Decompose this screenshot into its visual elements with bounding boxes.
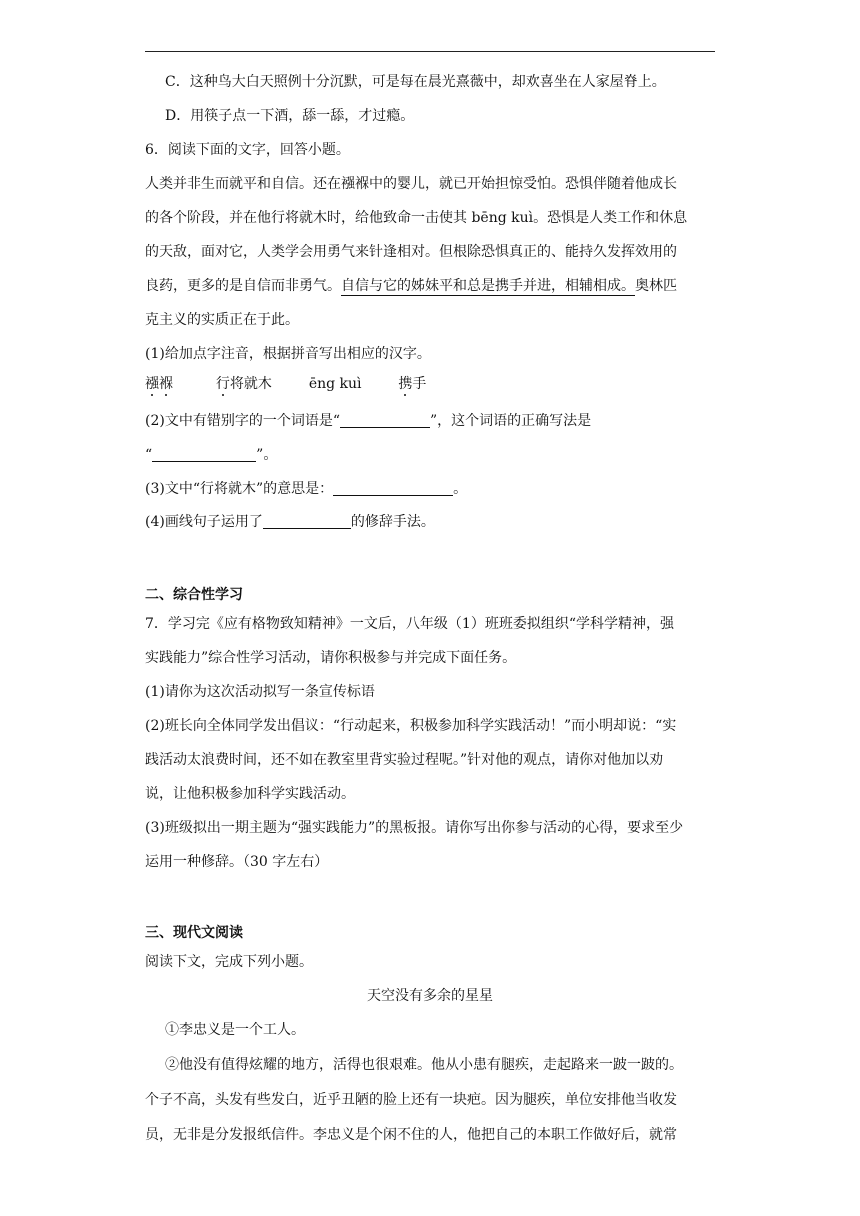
passage-line-4-post: 奥林匹 bbox=[635, 278, 677, 294]
passage-line-3: 的天敌，面对它，人类学会用勇气来针逢相对。但根除恐惧真正的、能持久发挥效用的 bbox=[145, 244, 677, 260]
answer-blank[interactable] bbox=[263, 514, 351, 529]
option-c: C．这种鸟大白天照例十分沉默，可是每在晨光熹薇中，却欢喜坐在人家屋脊上。 bbox=[165, 74, 666, 90]
q6-sub1-items bbox=[145, 376, 426, 392]
q7-sub2-line-3: 说，让他积极参加科学实践活动。 bbox=[145, 786, 355, 802]
section3-intro: 阅读下文，完成下列小题。 bbox=[145, 954, 313, 970]
story-paragraph-1: ①李忠义是一个工人。 bbox=[165, 1022, 305, 1038]
passage-line-2: 的各个阶段，并在他行将就木时，给他致命一击使其 bēng kuì。恐惧是人类工作和休息 bbox=[145, 210, 688, 226]
q7-sub1: (1)请你为这次活动拟写一条宣传标语 bbox=[145, 684, 375, 700]
q6-sub2: (2)文中有错别字的一个词语是“ ”，这个词语的正确写法是 bbox=[145, 413, 592, 429]
item-xieshou: 携手 bbox=[398, 376, 427, 392]
option-d: D．用筷子点一下酒，舔一舔，才过瘾。 bbox=[165, 108, 415, 124]
underlined-sentence: 自信与它的姊妹平和总是携手并进，相辅相成。 bbox=[341, 278, 635, 294]
q6-sub4: (4)画线句子运用了 的修辞手法。 bbox=[145, 514, 435, 530]
q6-sub1: (1)给加点字注音，根据拼音写出相应的汉字。 bbox=[145, 346, 431, 362]
passage-line-4 bbox=[145, 278, 677, 294]
answer-blank[interactable] bbox=[333, 481, 453, 496]
q7-sub3-line-2: 运用一种修辞。（30 字左右） bbox=[145, 854, 329, 870]
item-pinyin: ēng kuì bbox=[308, 376, 362, 392]
passage-line-1: 人类并非生而就平和自信。还在襁褓中的婴儿，就已开始担惊受怕。恐惧伴随着他成长 bbox=[145, 176, 677, 192]
item-xingjiangjiumu: 行将就木 bbox=[215, 376, 272, 392]
q6-sub3: (3)文中“行将就木”的意思是： 。 bbox=[145, 481, 468, 497]
story-paragraph-2-line-2: 个子不高，头发有些发白，近乎丑陋的脸上还有一块疤。因为腿疾，单位安排他当收发 bbox=[145, 1092, 677, 1108]
passage-line-4-pre: 良药，更多的是自信而非勇气。 bbox=[145, 278, 341, 294]
story-paragraph-2-line-3: 员，无非是分发报纸信件。李忠义是个闲不住的人，他把自己的本职工作做好后，就常 bbox=[145, 1127, 677, 1143]
dotted-char: 携 bbox=[398, 376, 413, 392]
header-rule bbox=[145, 51, 715, 52]
dotted-char: 行 bbox=[215, 376, 230, 392]
q6-sub2-cont: “ ”。 bbox=[145, 447, 278, 463]
passage-line-5: 克主义的实质正在于此。 bbox=[145, 312, 299, 328]
q7-line-1: 7．学习完《应有格物致知精神》一文后，八年级（1）班班委拟组织“学科学精神，强 bbox=[145, 616, 674, 632]
q7-sub2-line-2: 践活动太浪费时间，还不如在教室里背实验过程呢。”针对他的观点，请你对他加以劝 bbox=[145, 752, 664, 768]
story-paragraph-2-line-1: ②他没有值得炫耀的地方，活得也很艰难。他从小患有腿疾，走起路来一跛一跛的。 bbox=[165, 1057, 683, 1073]
story-title: 天空没有多余的星星 bbox=[367, 988, 493, 1004]
q7-sub2-line-1: (2)班长向全体同学发出倡议：“行动起来，积极参加科学实践活动！”而小明却说：“实 bbox=[145, 718, 677, 734]
section3-heading: 三、现代文阅读 bbox=[145, 925, 243, 941]
q7-sub3-line-1: (3)班级拟出一期主题为“强实践能力”的黑板报。请你写出你参与活动的心得，要求至少 bbox=[145, 820, 684, 836]
answer-blank[interactable] bbox=[340, 413, 430, 428]
dotted-char: 褓 bbox=[159, 376, 173, 392]
q7-line-2: 实践能力”综合性学习活动，请你积极参与并完成下面任务。 bbox=[145, 650, 517, 666]
dotted-char: 襁 bbox=[145, 376, 159, 392]
answer-blank[interactable] bbox=[152, 447, 256, 462]
q6-heading: 6．阅读下面的文字，回答小题。 bbox=[145, 142, 350, 158]
item-qiangbao bbox=[145, 376, 173, 392]
section2-heading: 二、综合性学习 bbox=[145, 587, 243, 603]
